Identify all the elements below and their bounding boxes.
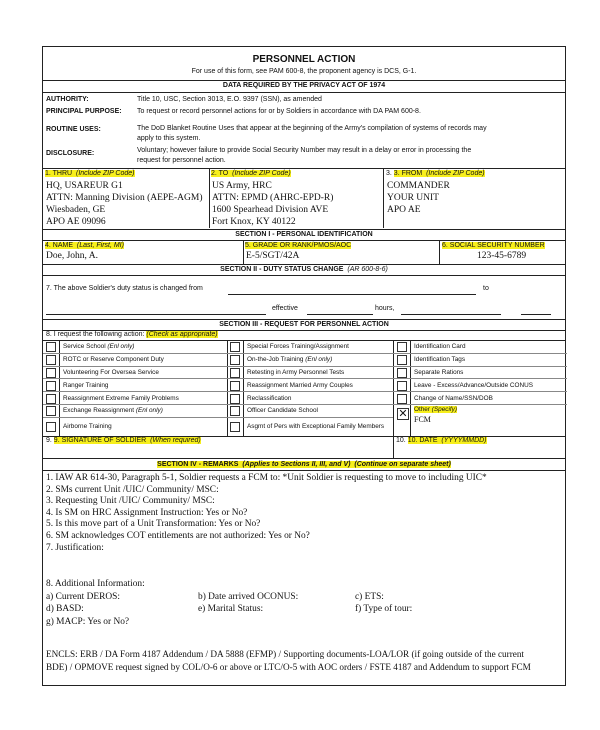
signature-number: 9.: [46, 437, 52, 444]
action-option-col2: Retesting in Army Personnel Tests: [247, 369, 345, 376]
grid-row-divider: [43, 417, 393, 418]
date-field[interactable]: [397, 447, 563, 457]
checkbox-col1[interactable]: [46, 342, 56, 352]
checkbox-mark: ✕: [398, 408, 408, 420]
thru-line: HQ, USAREUR G1: [46, 181, 123, 191]
grade-label-block: [245, 242, 351, 249]
other-label: Other (Specify): [414, 406, 457, 413]
enclosures-line-2: BDE) / OPMOVE request signed by COL/O-6 or above or LTC/O-5 with AOC orders / FSTE 4187 and Addendum to support FCM: [46, 662, 531, 672]
request-text-block: [46, 331, 218, 338]
thru-hint: (Include ZIP Code): [72, 170, 134, 177]
section1-heading: SECTION I - PERSONAL IDENTIFICATION: [235, 231, 373, 238]
checkbox-col2[interactable]: [230, 342, 240, 352]
action-option-col2: On-the-Job Training (Enl only): [247, 356, 333, 364]
duty-to-label: to: [483, 285, 489, 292]
checkbox-col2[interactable]: [230, 406, 240, 416]
section4-heading-block: [43, 461, 565, 468]
thru-line: APO AE 09096: [46, 217, 106, 227]
info-basd[interactable]: d) BASD:: [46, 604, 84, 614]
thru-address[interactable]: [46, 180, 202, 228]
effective-label: effective: [272, 305, 298, 312]
remark-line: 2. SMs current Unit /UIC/ Community/ MSC:: [46, 484, 219, 495]
grid-row-divider: [43, 391, 393, 392]
remark-line: 5. Is this move part of a Unit Transformation: Yes or No?: [46, 519, 261, 530]
action-option-col2: Reassignment Married Army Couples: [247, 381, 353, 389]
thru-label: 1. THRU: [45, 170, 73, 177]
purpose-text: To request or record personnel actions for or by Soldiers in accordance with DA PAM 600-8.: [137, 108, 421, 115]
personnel-action-form: [42, 46, 566, 686]
name-value[interactable]: Doe, John, A.: [46, 251, 98, 261]
action-option-col1: Exchange Reassignment (Enl only): [63, 407, 163, 415]
checkbox-col1[interactable]: [46, 406, 56, 416]
from-number: 3.: [386, 170, 392, 177]
duty-from-field[interactable]: [228, 294, 476, 295]
name-label-block: [45, 242, 124, 249]
section2-heading: SECTION II - DUTY STATUS CHANGE: [220, 266, 344, 273]
routine-label: ROUTINE USES:: [46, 126, 101, 133]
grid-row-divider: [393, 353, 567, 354]
authority-text: Title 10, USC, Section 3013, E.O. 9397 (SSN), as amended: [137, 96, 322, 103]
action-option-col1: ROTC or Reserve Component Duty: [63, 356, 164, 364]
disclosure-text-2: request for personnel action.: [137, 157, 226, 164]
action-option-col2: Special Forces Training/Assignment: [247, 343, 349, 351]
grid-row-divider: [393, 404, 567, 405]
section4-heading-hl: SECTION IV - REMARKS (Applies to Sections II, III, and V) (Continue on separate sheet): [157, 461, 451, 468]
to-label-block: [211, 170, 291, 177]
routine-text-2: apply to this system.: [137, 135, 201, 142]
info-tour-type[interactable]: f) Type of tour:: [355, 604, 413, 614]
checkbox-col3[interactable]: [397, 394, 407, 404]
disclosure-label: DISCLOSURE:: [46, 150, 95, 157]
thru-line: ATTN: Manning Division (AEPE-AGM): [46, 193, 203, 203]
checkbox-col2[interactable]: [230, 422, 240, 432]
date-number: 10.: [396, 437, 406, 444]
checkbox-col1[interactable]: [46, 381, 56, 391]
from-label-block: [386, 170, 485, 177]
from-line: YOUR UNIT: [387, 193, 439, 203]
checkbox-other[interactable]: [397, 408, 409, 420]
ssn-label: 6. SOCIAL SECURITY NUMBER: [442, 242, 545, 249]
other-value[interactable]: FCM: [414, 415, 431, 424]
info-deros[interactable]: a) Current DEROS:: [46, 592, 120, 602]
duty-status-text: 7. The above Soldier's duty status is changed from: [46, 285, 203, 292]
section3-heading: SECTION III - REQUEST FOR PERSONNEL ACTION: [219, 321, 389, 328]
checkbox-col3[interactable]: [397, 381, 407, 391]
request-label: 8. I request the following action:: [46, 331, 145, 338]
info-date-arrived[interactable]: b) Date arrived OCONUS:: [198, 592, 299, 602]
action-option-col2: Reclassification: [247, 394, 292, 402]
thru-line: Wiesbaden, GE: [46, 205, 106, 215]
to-line: Fort Knox, KY 40122: [212, 217, 296, 227]
checkbox-col2[interactable]: [230, 355, 240, 365]
action-option-col3: Separate Rations: [414, 369, 464, 376]
disclosure-text-1: Voluntary; however failure to provide Social Security Number may result in a delay or error in processing the: [137, 147, 472, 154]
to-line: US Army, HRC: [212, 181, 272, 191]
checkbox-col1[interactable]: [46, 394, 56, 404]
info-macp[interactable]: g) MACP: Yes or No?: [46, 617, 130, 627]
routine-text-1: The DoD Blanket Routine Uses that appear at the beginning of the Army's compilation of systems of records may: [137, 125, 487, 132]
from-address[interactable]: [387, 180, 450, 216]
purpose-label: PRINCIPAL PURPOSE:: [46, 108, 122, 115]
hours-label: hours,: [375, 305, 395, 312]
ssn-value[interactable]: 123-45-6789: [477, 251, 527, 261]
grid-row-divider: [43, 404, 393, 405]
request-hint: (Check as appropriate): [146, 331, 218, 338]
checkbox-col2[interactable]: [230, 394, 240, 404]
checkbox-col3[interactable]: [397, 368, 407, 378]
thru-label-block: [45, 170, 135, 177]
signature-label: 9. SIGNATURE OF SOLDIER (When required): [53, 437, 201, 444]
grid-row-divider: [393, 378, 567, 379]
action-option-col2: Asgmt of Pers with Exceptional Family Members: [247, 422, 385, 430]
grid-row-divider: [43, 353, 393, 354]
grid-row-divider: [43, 378, 393, 379]
from-line: APO AE: [387, 205, 421, 215]
checkbox-col2[interactable]: [230, 381, 240, 391]
action-option-col3: Identification Tags: [414, 356, 466, 364]
remark-line: 1. IAW AR 614-30, Paragraph 5-1, Soldier requests a FCM to: *Unit Soldier is requesting to move to including UIC*: [46, 473, 487, 483]
form-subtitle: For use of this form, see PAM 600-8, the proponent agency is DCS, G-1.: [191, 68, 417, 75]
to-label: 2. TO: [211, 170, 229, 177]
to-address[interactable]: [212, 180, 333, 228]
to-hint: (Include ZIP Code): [228, 170, 290, 177]
from-label-hl: 3. FROM (Include ZIP Code): [393, 170, 485, 177]
checkbox-col3[interactable]: [397, 342, 407, 352]
remark-line: 6. SM acknowledges COT entitlements are not authorized: Yes or No?: [46, 530, 310, 541]
info-ets[interactable]: c) ETS:: [355, 592, 384, 602]
info-marital-status[interactable]: e) Marital Status:: [198, 604, 264, 614]
action-option-col1: Volunteering For Oversea Service: [63, 369, 159, 376]
checkbox-col1[interactable]: [46, 422, 56, 432]
effective-field[interactable]: [307, 314, 373, 315]
action-option-col3: Leave - Excess/Advance/Outside CONUS: [414, 381, 533, 389]
additional-info-label: 8. Additional Information:: [46, 579, 145, 589]
grid-row-divider: [393, 391, 567, 392]
authority-label: AUTHORITY:: [46, 96, 89, 103]
hours-field[interactable]: [401, 314, 501, 315]
checkbox-col3[interactable]: [397, 355, 407, 365]
checkbox-col2[interactable]: [230, 368, 240, 378]
remarks-block[interactable]: [46, 473, 564, 554]
action-option-col1: Airborne Training: [63, 422, 112, 430]
action-option-col1: Service School (Enl only): [63, 343, 135, 351]
remark-line: 4. Is SM on HRC Assignment Instruction: Yes or No?: [46, 507, 248, 518]
action-option-col2: Officer Candidate School: [247, 407, 318, 415]
to-line: 1600 Spearhead Division AVE: [212, 205, 329, 215]
to-line: ATTN: EPMD (AHRC-EPD-R): [212, 193, 334, 203]
checkbox-col1[interactable]: [46, 368, 56, 378]
form-title: PERSONNEL ACTION: [252, 54, 356, 65]
name-label: 4. NAME (Last, First, MI): [45, 242, 124, 249]
section2-heading-block: [43, 266, 565, 273]
checkbox-col1[interactable]: [46, 355, 56, 365]
grade-value[interactable]: E-5/SGT/42A: [246, 251, 300, 261]
signature-label-block: [46, 437, 201, 444]
action-option-col3: Identification Card: [414, 343, 466, 351]
date-label-block: [396, 437, 487, 444]
grid-row-divider: [393, 366, 567, 367]
duty-to-field[interactable]: [46, 314, 266, 315]
action-option-col3: Change of Name/SSN/DOB: [414, 394, 493, 402]
action-option-col1: Reassignment Extreme Family Problems: [63, 394, 179, 402]
remark-line: 7. Justification:: [46, 542, 104, 553]
action-option-col1: Ranger Training: [63, 381, 109, 389]
section2-ref: (AR 600-8-6): [347, 266, 388, 273]
remark-line: 3. Requesting Unit /UIC/ Community/ MSC:: [46, 496, 215, 507]
grade-label: 5. GRADE OR RANK/PMOS/AOC: [245, 242, 352, 249]
ssn-label-block: [442, 242, 545, 249]
privacy-heading: DATA REQUIRED BY THE PRIVACY ACT OF 1974: [222, 82, 386, 89]
signature-field[interactable]: [59, 447, 389, 457]
grid-row-divider: [43, 366, 393, 367]
date-label: 10. DATE (YYYYMMDD): [407, 437, 487, 444]
from-line: COMMANDER: [387, 181, 450, 191]
hours-extra-field[interactable]: [521, 314, 551, 315]
enclosures-line-1: ENCLS: ERB / DA Form 4187 Addendum / DA 5888 (EFMP) / Supporting documents-LOA/LOR (if going outside of the current: [46, 649, 524, 659]
